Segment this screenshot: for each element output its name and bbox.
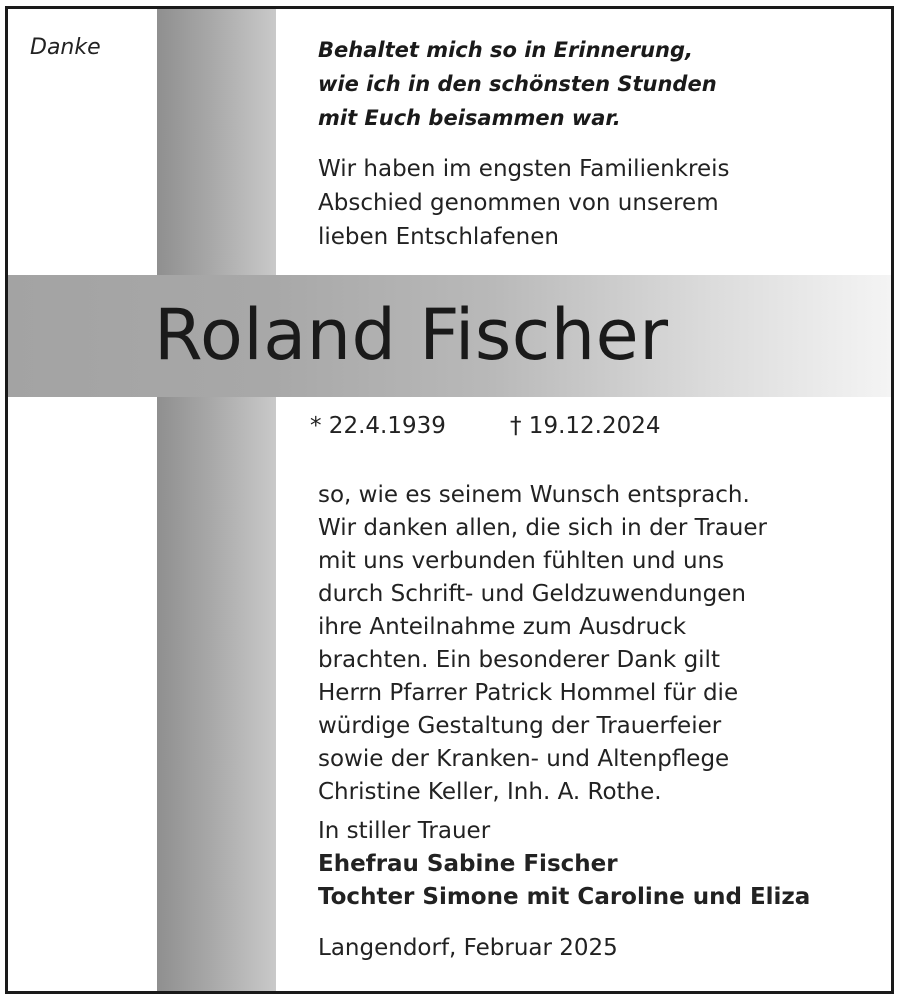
header-label: Danke [30, 35, 101, 60]
obituary-frame [5, 6, 894, 994]
intro-line: lieben Entschlafenen [318, 224, 559, 250]
body-line: Herrn Pfarrer Patrick Hommel für die [318, 680, 739, 706]
poem [318, 33, 717, 135]
body-line: mit uns verbunden fühlten und uns [318, 548, 725, 574]
poem-line: mit Euch beisammen war. [318, 106, 621, 130]
body-line: Wir danken allen, die sich in der Trauer [318, 515, 767, 541]
intro-line: Wir haben im engsten Familienkreis [318, 156, 730, 182]
poem-line: Behaltet mich so in Erinnerung, [318, 38, 693, 62]
death-date: † 19.12.2024 [510, 413, 661, 439]
cross-vertical-bar [157, 9, 276, 991]
body-line: so, wie es seinem Wunsch entsprach. [318, 482, 750, 508]
mourning-intro: In stiller Trauer [318, 818, 491, 844]
poem-line: wie ich in den schönsten Stunden [318, 72, 717, 96]
mourner-spouse: Ehefrau Sabine Fischer [318, 851, 618, 877]
body-line: würdige Gestaltung der Trauerfeier [318, 713, 722, 739]
body-line: durch Schrift- und Geldzuwendungen [318, 581, 746, 607]
body-line: ihre Anteilnahme zum Ausdruck [318, 614, 687, 640]
body-line: brachten. Ein besonderer Dank gilt [318, 647, 720, 673]
mourner-daughter: Tochter Simone mit Caroline und Eliza [318, 884, 811, 910]
body-line: Christine Keller, Inh. A. Rothe. [318, 779, 662, 805]
deceased-name: Roland Fischer [154, 294, 669, 376]
place-date: Langendorf, Februar 2025 [318, 935, 618, 961]
thanks-text [318, 479, 767, 809]
intro-line: Abschied genommen von unserem [318, 190, 719, 216]
life-dates [310, 413, 661, 439]
birth-date: * 22.4.1939 [310, 413, 446, 439]
mourning-section [318, 815, 810, 914]
body-line: sowie der Kranken- und Altenpflege [318, 746, 730, 772]
intro-text [318, 152, 729, 254]
